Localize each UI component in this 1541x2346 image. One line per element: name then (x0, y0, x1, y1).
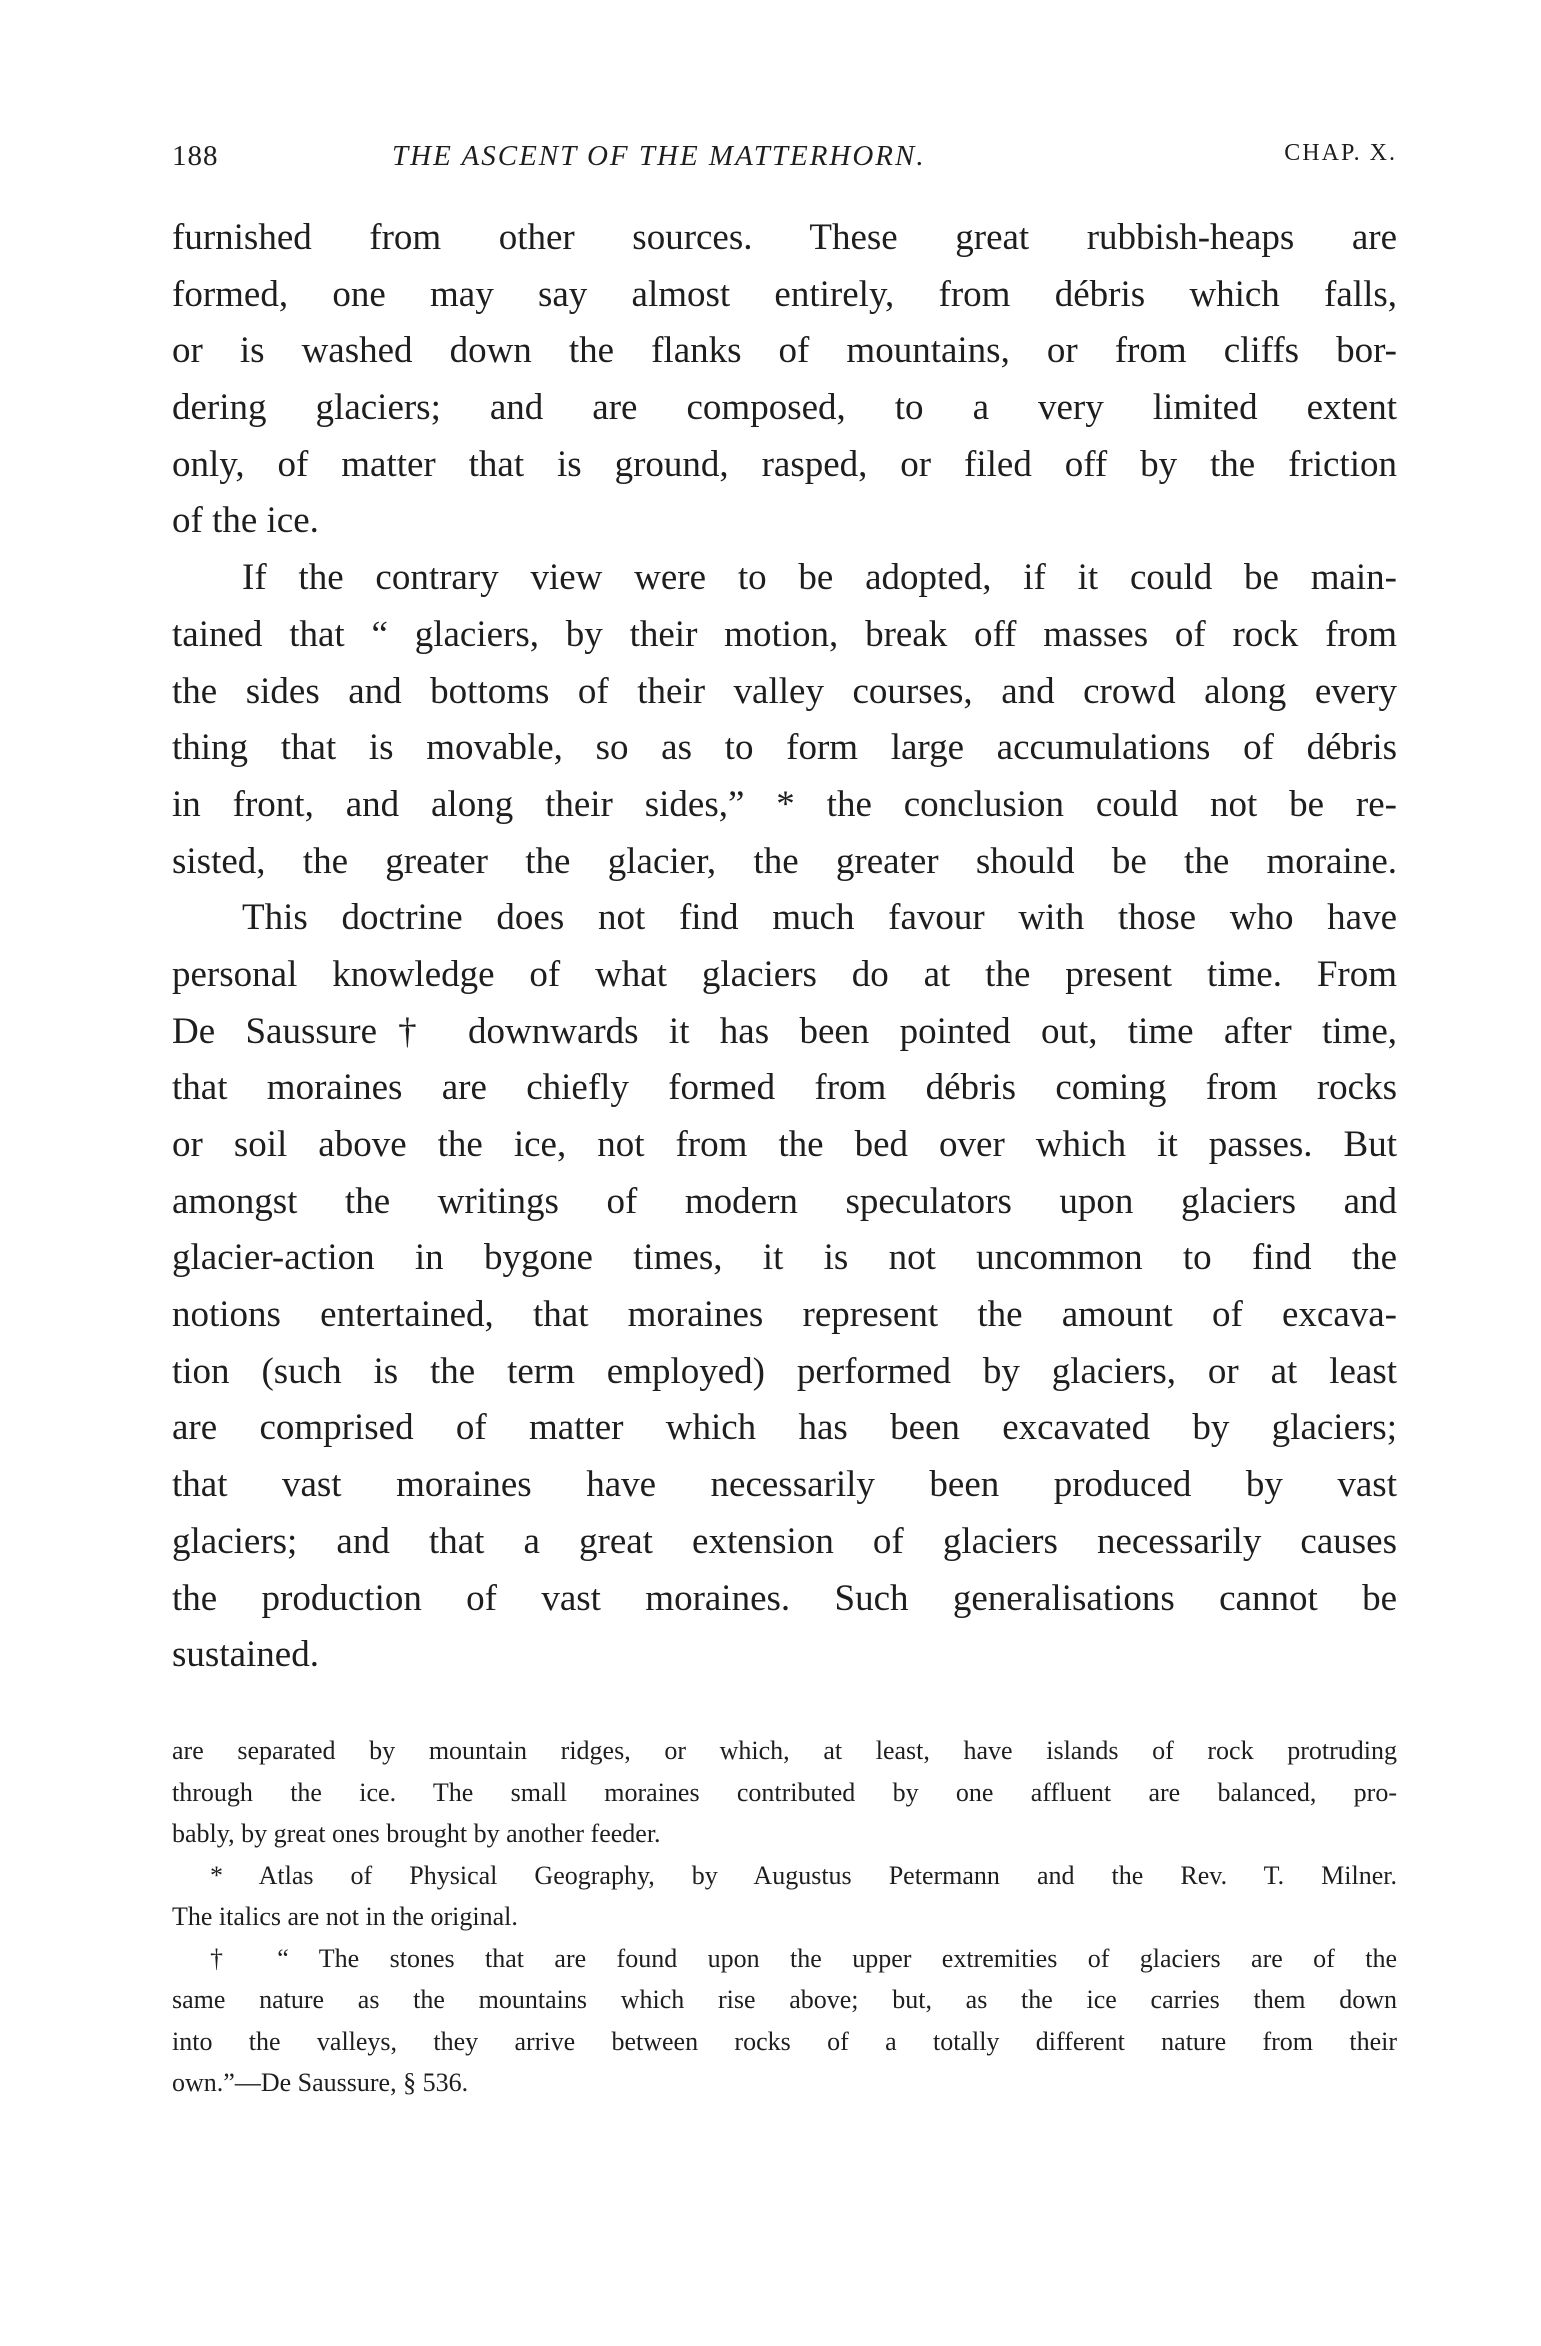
text-line: or soil above the ice, not from the bed over which it passes. But (172, 1124, 1397, 1165)
text-line: sustained. (172, 1634, 319, 1676)
footnote-line: The italics are not in the original. (172, 1902, 518, 1931)
chapter-label: CHAP. X. (1284, 140, 1397, 166)
text-line: This doctrine does not find much favour with those who have (242, 897, 1397, 939)
text-line: or is washed down the flanks of mountains, or from cliffs bor- (172, 330, 1397, 372)
text-line: that moraines are chiefly formed from débris coming from rocks (172, 1067, 1397, 1109)
text-line: in front, and along their sides,” * the conclusion could not be re- (172, 783, 1397, 825)
text-line: tained that “ glaciers, by their motion, break off masses of rock from (172, 613, 1397, 655)
text-line: glaciers; and that a great extension of glaciers necessarily causes (172, 1520, 1397, 1562)
footnote-line: bably, by great ones brought by another feeder. (172, 1819, 661, 1848)
page-number: 188 (172, 140, 219, 172)
running-title: THE ASCENT OF THE MATTERHORN. (392, 140, 926, 172)
text-line: the sides and bottoms of their valley courses, and crowd along every (172, 670, 1397, 712)
body-text (172, 210, 1397, 1684)
footnote-line: same nature as the mountains which rise above; but, as the ice carries them down (172, 1985, 1397, 2014)
text-line: notions entertained, that moraines represent the amount of excava- (172, 1294, 1397, 1336)
text-line: formed, one may say almost entirely, from débris which falls, (172, 273, 1397, 315)
text-line: sisted, the greater the glacier, the greater should be the moraine. (172, 840, 1397, 882)
footnote-line: † “ The stones that are found upon the upper extremities of glaciers are of the (210, 1943, 1397, 1973)
text-line: amongst the writings of modern speculators upon glaciers and (172, 1180, 1397, 1222)
footnotes (172, 1730, 1397, 2104)
text-line: only, of matter that is ground, rasped, or filed off by the friction (172, 443, 1397, 485)
text-line: the production of vast moraines. Such generalisations cannot be (172, 1577, 1397, 1619)
text-line: tion (such is the term employed) performed by glaciers, or at least (172, 1350, 1397, 1392)
footnote-line: into the valleys, they arrive between rocks of a totally different nature from their (172, 2026, 1397, 2056)
text-line: thing that is movable, so as to form large accumulations of débris (172, 727, 1397, 769)
footnote-line: through the ice. The small moraines contributed by one affluent are balanced, pro- (172, 1777, 1397, 1807)
footnote-line: are separated by mountain ridges, or which, at least, have islands of rock protruding (172, 1736, 1397, 1765)
footnote-line: own.”—De Saussure, § 536. (172, 2068, 469, 2097)
text-line: furnished from other sources. These great rubbish-heaps are (172, 217, 1397, 258)
text-line: of the ice. (172, 500, 319, 542)
text-line: glacier-action in bygone times, it is not uncommon to find the (172, 1237, 1397, 1279)
text-line: De Saussure† downwards it has been pointed out, time after time, (172, 1010, 1397, 1052)
text-line: that vast moraines have necessarily been produced by vast (172, 1464, 1397, 1506)
text-line: are comprised of matter which has been excavated by glaciers; (172, 1407, 1397, 1449)
footnote-line: * Atlas of Physical Geography, by Augustus Petermann and the Rev. T. Milner. (210, 1860, 1397, 1890)
text-line: dering glaciers; and are composed, to a very limited extent (172, 387, 1397, 429)
text-line: If the contrary view were to be adopted, if it could be main- (242, 557, 1397, 599)
text-line: personal knowledge of what glaciers do at the present time. From (172, 953, 1397, 995)
running-header (172, 140, 1397, 190)
